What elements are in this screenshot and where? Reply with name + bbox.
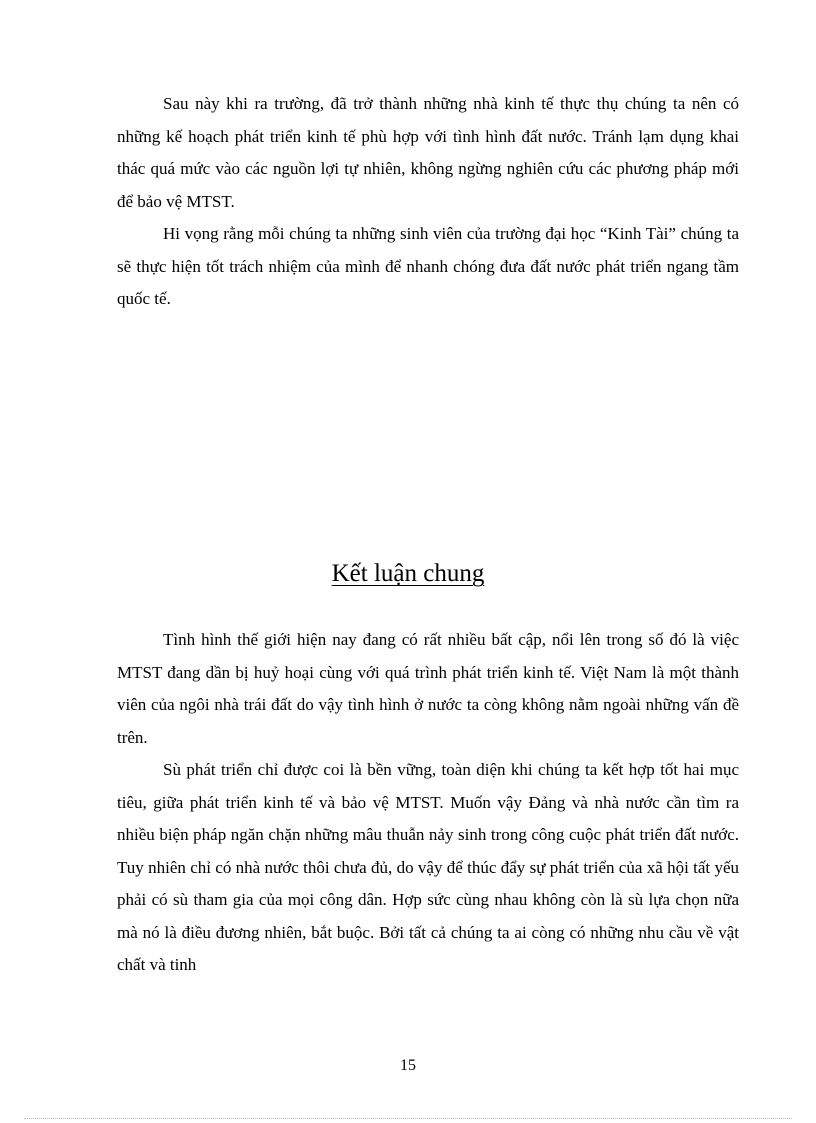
intro-section [117, 88, 739, 316]
page-bottom-divider [24, 1118, 792, 1119]
conclusion-paragraph-2: Sù phát triển chỉ được coi là bền vững, toàn diện khi chúng ta kết hợp tốt hai mục tiêu, giữa phát triển kinh tế và bảo vệ MTST. Muốn vậy Đảng và nhà nước cần tìm ra nhiều biện pháp ngăn chặn những mâu thuẫn nảy sinh trong công cuộc phát triển đất nước. Tuy nhiên chỉ có nhà nước thôi chưa đủ, do vậy để thúc đẩy sự phát triển của xã hội tất yếu phải có sù tham gia của mọi công dân. Hợp sức cùng nhau không còn là sù lựa chọn nữa mà nó là điều đương nhiên, bắt buộc. Bởi tất cả chúng ta ai còng có những nhu cầu về vật chất và tinh [117, 760, 739, 974]
page-number: 15 [400, 1057, 416, 1074]
conclusion-section [117, 624, 739, 982]
intro-paragraph-1: Sau này khi ra trường, đã trở thành những nhà kinh tế thực thụ chúng ta nên có những kế hoạch phát triển kinh tế phù hợp với tình hình đất nước. Tránh lạm dụng khai thác quá mức vào các nguồn lợi tự nhiên, không ngừng nghiên cứu các phương pháp mới để bảo vệ MTST. [117, 94, 739, 211]
conclusion-title: Kết luận chung [331, 560, 485, 587]
intro-paragraph-2: Hi vọng rằng mỗi chúng ta những sinh viên của trường đại học “Kinh Tài” chúng ta sẽ thực hiện tốt trách nhiệm của mình để nhanh chóng đưa đất nước phát triển ngang tầm quốc tế. [117, 224, 739, 308]
conclusion-heading [0, 556, 816, 592]
conclusion-paragraph-1: Tình hình thế giới hiện nay đang có rất nhiều bất cập, nổi lên trong số đó là việc MTST đang dần bị huỷ hoại cùng với quá trình phát triển kinh tế. Việt Nam là một thành viên của ngôi nhà trái đất do vậy tình hình ở nước ta còng không nằm ngoài những vấn đề trên. [117, 630, 739, 747]
